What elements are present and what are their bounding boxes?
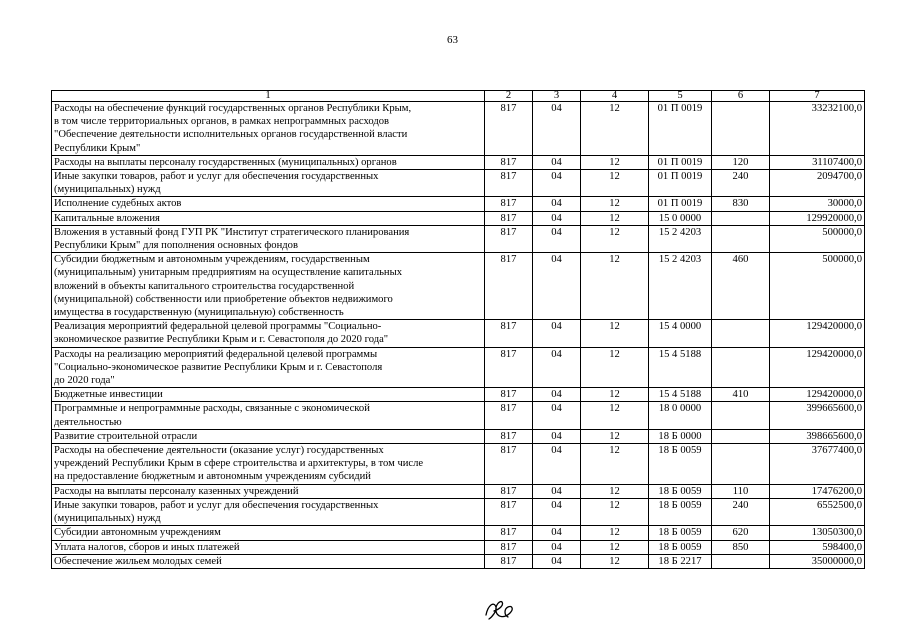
target-article-cell: 01 П 0019 [649,102,712,156]
page-number: 63 [447,34,458,46]
amount-cell: 13050300,0 [770,526,865,540]
description-line: Капитальные вложения [54,212,160,224]
amount-cell: 129420000,0 [770,320,865,347]
header-col-1: 1 [52,91,485,102]
table-row [52,320,865,347]
section-code-cell: 04 [533,225,581,252]
amount-cell: 30000,0 [770,197,865,211]
description-line: (муниципальной) собственности или приобретение объектов недвижимого [54,293,393,305]
expense-type-cell [712,320,770,347]
description-line: Развитие строительной отрасли [54,430,198,442]
table-row [52,197,865,211]
row-description [52,225,485,252]
subsection-code-cell: 12 [581,388,649,402]
description-line: "Социально-экономическое развитие Республики Крым и г. Севастополя [54,361,383,373]
description-line: Республики Крым" [54,142,141,154]
table-row [52,402,865,429]
amount-cell: 598400,0 [770,540,865,554]
admin-code-cell: 817 [485,197,533,211]
admin-code-cell: 817 [485,554,533,568]
target-article-cell: 18 Б 0059 [649,540,712,554]
section-code-cell: 04 [533,554,581,568]
table-row [52,526,865,540]
expense-type-cell: 110 [712,484,770,498]
budget-table [51,90,865,569]
description-line: Бюджетные инвестиции [54,389,163,401]
expense-type-cell: 460 [712,253,770,320]
amount-cell: 500000,0 [770,225,865,252]
description-line: Республики Крым" для пополнения основных фондов [54,240,298,252]
description-line: Программные и непрограммные расходы, связанные с экономической [54,403,370,415]
expense-type-cell [712,102,770,156]
description-line: имущества в государственную (муниципальную) собственность [54,307,344,319]
description-line: (муниципальных) нужд [54,513,161,525]
description-line: (муниципальных) нужд [54,184,161,196]
row-description [52,102,485,156]
row-description [52,526,485,540]
header-row [52,91,865,102]
description-line: Расходы на обеспечение функций государственных органов Республики Крым, [54,103,412,114]
section-code-cell: 04 [533,253,581,320]
section-code-cell: 04 [533,484,581,498]
amount-cell: 129420000,0 [770,347,865,388]
header-col-3: 3 [533,91,581,102]
row-description [52,498,485,525]
expense-type-cell: 410 [712,388,770,402]
subsection-code-cell: 12 [581,102,649,156]
target-article-cell: 15 2 4203 [649,225,712,252]
description-line: Расходы на обеспечение деятельности (оказание услуг) государственных [54,445,384,457]
admin-code-cell: 817 [485,102,533,156]
target-article-cell: 15 4 0000 [649,320,712,347]
amount-cell: 31107400,0 [770,155,865,169]
description-line: (муниципальным) унитарным предприятиям на осуществление капитальных [54,267,403,279]
section-code-cell: 04 [533,429,581,443]
table-row [52,429,865,443]
description-line: Субсидии автономным учреждениям [54,527,221,539]
expense-type-cell [712,225,770,252]
description-line: Расходы на реализацию мероприятий федеральной целевой программы [54,348,378,360]
description-line: учреждений Республики Крым в сфере строительства и архитектуры, в том числе [54,458,424,470]
expense-type-cell: 850 [712,540,770,554]
table-row [52,155,865,169]
amount-cell: 398665600,0 [770,429,865,443]
expense-type-cell: 620 [712,526,770,540]
subsection-code-cell: 12 [581,526,649,540]
row-description [52,429,485,443]
target-article-cell: 01 П 0019 [649,155,712,169]
row-description [52,402,485,429]
subsection-code-cell: 12 [581,540,649,554]
amount-cell: 17476200,0 [770,484,865,498]
table-row [52,540,865,554]
description-line: в том числе территориальных органов, в рамках непрограммных расходов [54,116,390,128]
section-code-cell: 04 [533,320,581,347]
target-article-cell: 15 4 5188 [649,347,712,388]
admin-code-cell: 817 [485,429,533,443]
target-article-cell: 18 Б 0059 [649,444,712,485]
subsection-code-cell: 12 [581,402,649,429]
amount-cell: 129420000,0 [770,388,865,402]
admin-code-cell: 817 [485,225,533,252]
header-col-7: 7 [770,91,865,102]
description-line: на предоставление бюджетным и автономным учреждениям субсидий [54,471,371,483]
expense-type-cell: 240 [712,170,770,197]
subsection-code-cell: 12 [581,170,649,197]
section-code-cell: 04 [533,155,581,169]
row-description [52,444,485,485]
description-line: до 2020 года" [54,375,115,387]
row-description [52,320,485,347]
expense-type-cell: 240 [712,498,770,525]
amount-cell: 500000,0 [770,253,865,320]
section-code-cell: 04 [533,402,581,429]
table-row [52,484,865,498]
description-line: Субсидии бюджетным и автономным учреждениям, государственным [54,254,370,266]
target-article-cell: 15 4 5188 [649,388,712,402]
table-row [52,554,865,568]
amount-cell: 6552500,0 [770,498,865,525]
section-code-cell: 04 [533,444,581,485]
table-row [52,498,865,525]
section-code-cell: 04 [533,170,581,197]
description-line: вложений в объекты капитального строительства государственной [54,280,355,292]
amount-cell: 35000000,0 [770,554,865,568]
target-article-cell: 15 0 0000 [649,211,712,225]
section-code-cell: 04 [533,540,581,554]
subsection-code-cell: 12 [581,197,649,211]
table-row [52,388,865,402]
admin-code-cell: 817 [485,540,533,554]
description-line: Иные закупки товаров, работ и услуг для обеспечения государственных [54,171,379,183]
expense-type-cell [712,554,770,568]
row-description [52,253,485,320]
section-code-cell: 04 [533,388,581,402]
description-line: Обеспечение жильем молодых семей [54,555,222,567]
amount-cell: 33232100,0 [770,102,865,156]
admin-code-cell: 817 [485,402,533,429]
description-line: Уплата налогов, сборов и иных платежей [54,541,240,553]
admin-code-cell: 817 [485,526,533,540]
row-description [52,540,485,554]
signature [480,597,520,623]
target-article-cell: 15 2 4203 [649,253,712,320]
description-line: Расходы на выплаты персоналу казенных учреждений [54,485,299,497]
table-body [52,102,865,569]
target-article-cell: 01 П 0019 [649,197,712,211]
table-row [52,253,865,320]
row-description [52,554,485,568]
target-article-cell: 18 0 0000 [649,402,712,429]
subsection-code-cell: 12 [581,554,649,568]
admin-code-cell: 817 [485,347,533,388]
description-line: Расходы на выплаты персоналу государственных (муниципальных) органов [54,156,397,168]
subsection-code-cell: 12 [581,253,649,320]
section-code-cell: 04 [533,102,581,156]
admin-code-cell: 817 [485,170,533,197]
amount-cell: 399665600,0 [770,402,865,429]
table-row [52,211,865,225]
description-line: "Обеспечение деятельности исполнительных органов государственной власти [54,129,408,141]
target-article-cell: 18 Б 0059 [649,498,712,525]
expense-type-cell [712,444,770,485]
subsection-code-cell: 12 [581,498,649,525]
subsection-code-cell: 12 [581,225,649,252]
description-line: деятельностью [54,416,122,428]
row-description [52,347,485,388]
target-article-cell: 18 Б 2217 [649,554,712,568]
row-description [52,211,485,225]
description-line: Иные закупки товаров, работ и услуг для обеспечения государственных [54,499,379,511]
section-code-cell: 04 [533,498,581,525]
admin-code-cell: 817 [485,253,533,320]
header-col-2: 2 [485,91,533,102]
row-description [52,197,485,211]
admin-code-cell: 817 [485,388,533,402]
target-article-cell: 18 Б 0059 [649,526,712,540]
table-row [52,444,865,485]
subsection-code-cell: 12 [581,320,649,347]
table-row [52,102,865,156]
subsection-code-cell: 12 [581,211,649,225]
admin-code-cell: 817 [485,498,533,525]
table-row [52,170,865,197]
description-line: Исполнение судебных актов [54,198,182,210]
expense-type-cell: 120 [712,155,770,169]
expense-type-cell: 830 [712,197,770,211]
target-article-cell: 01 П 0019 [649,170,712,197]
admin-code-cell: 817 [485,444,533,485]
subsection-code-cell: 12 [581,444,649,485]
description-line: Вложения в уставный фонд ГУП РК "Институт стратегического планирования [54,226,410,238]
expense-type-cell [712,211,770,225]
expense-type-cell [712,347,770,388]
amount-cell: 2094700,0 [770,170,865,197]
expense-type-cell [712,429,770,443]
row-description [52,484,485,498]
subsection-code-cell: 12 [581,429,649,443]
subsection-code-cell: 12 [581,347,649,388]
header-col-6: 6 [712,91,770,102]
target-article-cell: 18 Б 0059 [649,484,712,498]
description-line: экономическое развитие Республики Крым и г. Севастополя до 2020 года" [54,334,389,346]
table-row [52,225,865,252]
amount-cell: 129920000,0 [770,211,865,225]
admin-code-cell: 817 [485,155,533,169]
subsection-code-cell: 12 [581,484,649,498]
admin-code-cell: 817 [485,320,533,347]
description-line: Реализация мероприятий федеральной целевой программы "Социально- [54,321,382,333]
header-col-5: 5 [649,91,712,102]
table-row [52,347,865,388]
admin-code-cell: 817 [485,211,533,225]
expense-type-cell [712,402,770,429]
header-col-4: 4 [581,91,649,102]
subsection-code-cell: 12 [581,155,649,169]
admin-code-cell: 817 [485,484,533,498]
amount-cell: 37677400,0 [770,444,865,485]
row-description [52,388,485,402]
row-description [52,170,485,197]
section-code-cell: 04 [533,347,581,388]
target-article-cell: 18 Б 0000 [649,429,712,443]
section-code-cell: 04 [533,211,581,225]
section-code-cell: 04 [533,526,581,540]
section-code-cell: 04 [533,197,581,211]
row-description [52,155,485,169]
